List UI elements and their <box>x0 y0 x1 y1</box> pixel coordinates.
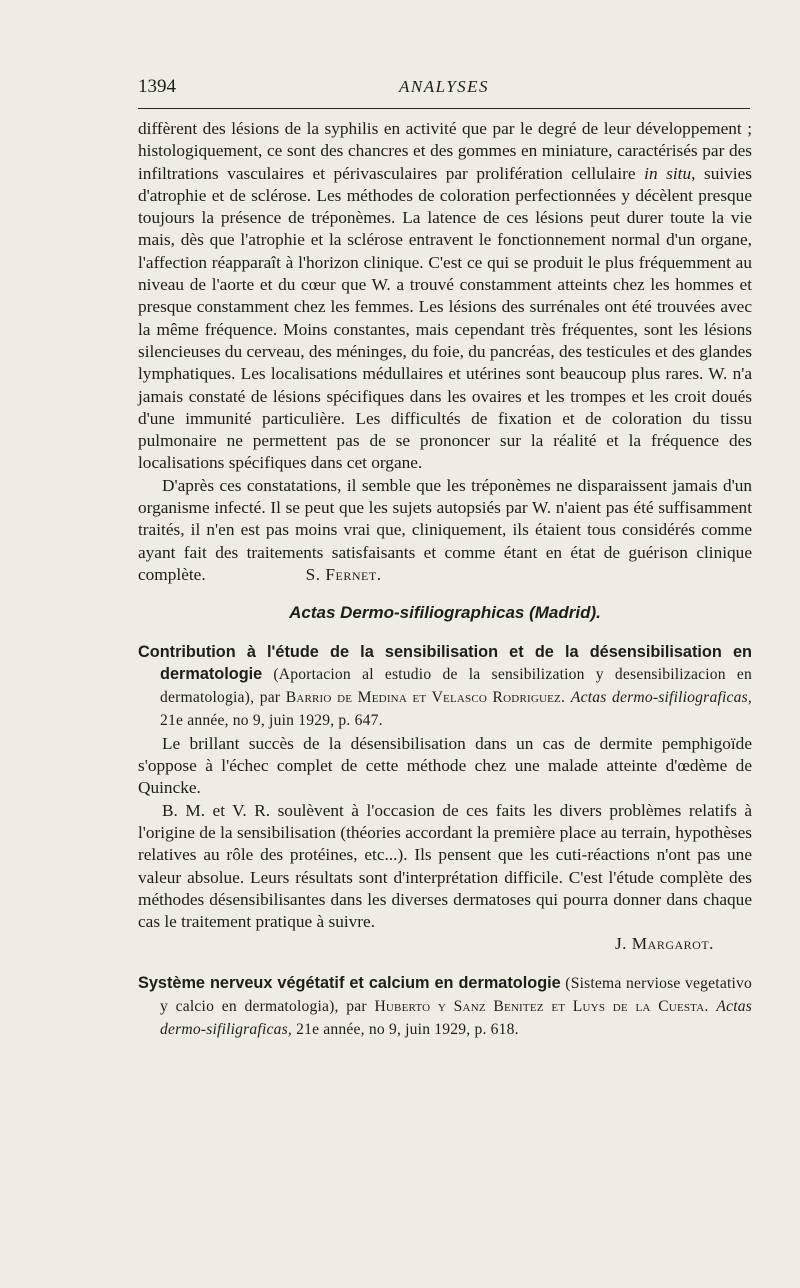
article-2-ref-a: (Sistema nerviose vegetativo y calcio en dermatologia), par <box>160 974 753 1015</box>
article-1 <box>138 641 752 956</box>
running-title: ANALYSES <box>398 77 490 96</box>
article-2-authors: Huberto y Sanz Benitez et Luys de la Cuesta. <box>374 997 709 1015</box>
review-paragraph-1 <box>138 118 752 475</box>
article-1-header <box>138 641 752 733</box>
article-2-title: Système nerveux végétatif et calcium en dermatologie <box>138 973 561 992</box>
article-1-paragraph-2: B. M. et V. R. soulèvent à l'occasion de ces faits les divers problèmes relatifs à l'origine de la sensibilisation (théories accordant la première place au terrain, hypothèses relatives au rôle des protéines, etc...). Ils pensent que les cuti-réactions n'ont pas une valeur absolue. Leurs résultats sont d'interprétation difficile. C'est l'étude complète des méthodes désensibilisantes dans les diverses dermatoses qui pourra donner dans chaque cas le traitement pratique à suivre. <box>138 800 752 932</box>
article-2-journal: Actas dermo-sifiligraficas, <box>160 997 752 1039</box>
article-1-paragraph-1: Le brillant succès de la désensibilisation dans un cas de dermite pemphigoïde s'oppose à l'échec complet de cette méthode chez une malade atteinte d'œdème de Quincke. <box>138 733 752 798</box>
page-body <box>138 118 752 1042</box>
header-rule <box>138 108 750 109</box>
review-signature: S. Fernet. <box>305 564 382 584</box>
review-paragraph-1-text-b: , suivies d'atrophie et de sclérose. Les méthodes de coloration perfectionnées y décèlent presque toujours la présence de tréponèmes. La latence de ces lésions peut durer toute la vie mais, dès que l'atrophie et la sclérose entravent le fonctionnement normal d'un organe, l'affection réapparaît à l'horizon clinique. C'est ce qui se produit le plus fréquemment au niveau de l'aorte et du cœur que W. a trouvé constamment atteints chez les hommes et presque constamment chez les femmes. Les lésions des surrénales ont été trouvées avec la même fréquence. Moins constantes, mais cependant très fréquentes, sont les lésions silencieuses du cerveau, des méninges, du foie, du pancréas, des testicules et des glandes lymphatiques. Les localisations médullaires et utérines sont beaucoup plus rares. W. n'a jamais constaté de lésions spécifiques dans les ovaires et les trompes et les croit doués d'une immunité particulière. Les difficultés de fixation et de coloration du tissu pulmonaire ne permettent pas de se prononcer sur la réalité et la fréquence des localisations spécifiques dans cet organe. <box>138 163 752 473</box>
journal-heading: Actas Dermo-sifiliographicas (Madrid). <box>289 603 601 623</box>
article-1-ref-a: (Aportacion al estudio de la sensibilization y desensibilizacion en dermatologia), par <box>160 665 752 707</box>
article-1-journal: Actas dermo-sifiliograficas, <box>570 689 752 707</box>
article-1-authors: Barrio de Medina et Velasco Rodriguez. <box>285 689 566 707</box>
review-paragraph-2 <box>138 475 752 586</box>
article-2 <box>138 972 752 1042</box>
review-paragraph-2-text: D'après ces constatations, il semble que les tréponèmes ne disparaissent jamais d'un organisme infecté. Il se peut que les sujets autopsiés par W. n'aient pas été suffisamment traités, il n'en est pas moins vrai que, cliniquement, ils étaient tous considérés comme ayant fait des traitements satisfaisants et comme étant en état de guérison clinique complète. <box>138 475 752 584</box>
article-1-title: Contribution à l'étude de la sensibilisation et de la désensibilisation en dermatologie <box>138 642 752 683</box>
page-number: 1394 <box>138 76 176 97</box>
page-header <box>138 76 750 100</box>
article-1-signature: J. Margarot. <box>614 934 714 954</box>
article-2-ref-b: 21e année, no 9, juin 1929, p. 618. <box>291 1021 519 1039</box>
spacer <box>138 956 752 966</box>
review-paragraph-1-text: diffèrent des lésions de la syphilis en activité que par le degré de leur développement ; histologiquement, ce sont des chancres et des gommes en miniature, caractérisés par des infiltrations vasculaires et périvasculaires par prolifération cellulaire <box>138 119 752 183</box>
article-2-header <box>138 972 752 1042</box>
article-1-ref-b: 21e année, no 9, juin 1929, p. 647. <box>160 712 383 730</box>
in-situ-term: in situ <box>644 163 692 183</box>
